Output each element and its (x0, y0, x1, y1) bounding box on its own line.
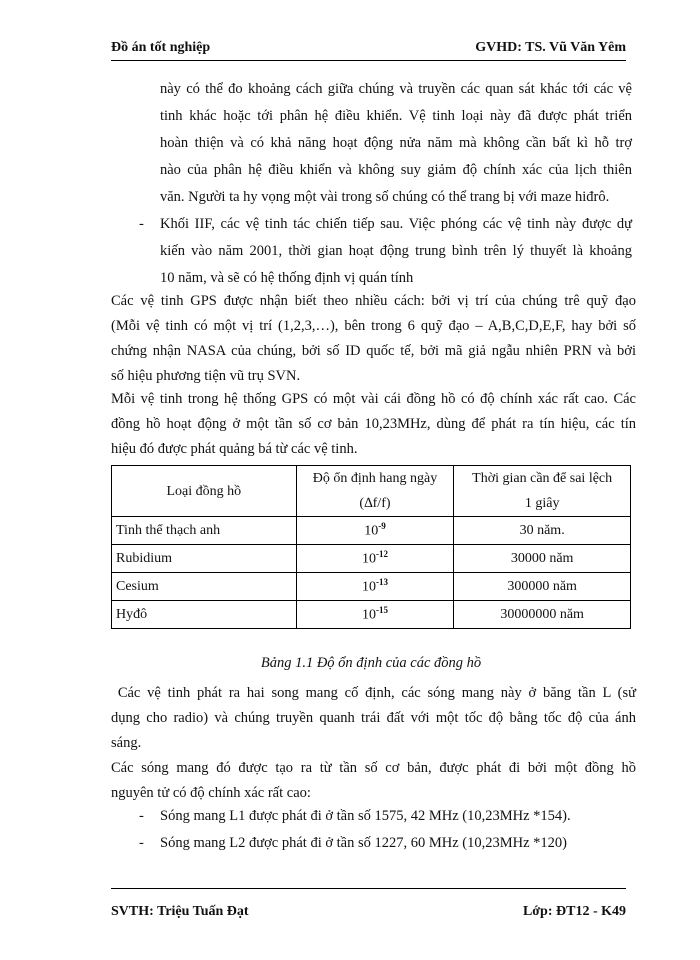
bullet-l2: Sóng mang L2 được phát đi ở tần số 1227, 60 MHz (10,23MHz *120) (160, 835, 567, 851)
text-line: Mỗi vệ tinh trong hệ thống GPS có một vài cái đồng hồ có độ chính xác rất cao. Các (111, 391, 636, 407)
cell-type: Rubidium (112, 545, 297, 573)
bullet-dash: - (139, 835, 144, 851)
text-line: hiệu đó được phát quảng bá từ các vệ tinh. (111, 441, 358, 457)
text-line: nguyên tử có độ chính xác rất cao: (111, 785, 311, 801)
text-line: này có thể đo khoảng cách giữa chúng và truyền các quan sát khác tới các vệ (160, 81, 632, 97)
table-caption: Bảng 1.1 Độ ổn định của các đồng hồ (260, 655, 482, 671)
cell-time: 300000 năm (454, 573, 631, 601)
header-left: Đồ án tốt nghiệp (111, 40, 211, 55)
col-header-type: Loại đồng hồ (112, 466, 297, 517)
cell-time: 30 năm. (454, 517, 631, 545)
header-right: GVHD: TS. Vũ Văn Yêm (475, 40, 626, 55)
text-line: tinh khác hoặc tới phân hệ điều khiển. Vệ tinh loại này đã được phát triển (160, 108, 632, 124)
text-line: 10 năm, và sẽ có hệ thống định vị quán tính (160, 270, 414, 286)
bullet-dash: - (139, 808, 144, 824)
cell-time: 30000000 năm (454, 601, 631, 629)
page-footer (111, 888, 626, 919)
cell-type: Tinh thể thạch anh (112, 517, 297, 545)
text-line: Các vệ tinh GPS được nhận biết theo nhiều cách: bởi vị trí của chúng trê quỹ đạo (111, 293, 636, 309)
cell-time: 30000 năm (454, 545, 631, 573)
clock-stability-table (111, 465, 631, 629)
text-line: sáng. (111, 735, 142, 751)
cell-type: Hyđô (112, 601, 297, 629)
bullet-dash: - (139, 216, 144, 232)
text-line: (Mỗi vệ tinh có một vị trí (1,2,3,…), bên trong 6 quỹ đạo – A,B,C,D,E,F, hay bởi số (111, 318, 636, 334)
text-line: Các vệ tinh phát ra hai song mang cố định, các sóng mang này ở băng tần L (sử (111, 685, 636, 701)
cell-stability: $10^{-13}$ (296, 573, 454, 601)
text-line: đồng hồ hoạt động ở một tần số cơ bản 10,23MHz, dùng để phát ra tín hiệu, các tín (111, 416, 636, 432)
cell-stability: $10^{-9}$ (296, 517, 454, 545)
text-line: Các sóng mang đó được tạo ra từ tần số cơ bản, được phát đi bởi một đồng hồ (111, 760, 636, 776)
table-row (112, 573, 631, 601)
cell-stability: $10^{-12}$ (296, 545, 454, 573)
page-header (111, 38, 626, 61)
text-line: nào của phân hệ điều khiển và không suy giảm độ chính xác của lịch thiên (160, 162, 632, 178)
text-line: dụng cho radio) và chúng truyền quanh trái đất với một tốc độ bằng tốc độ của ánh (111, 710, 636, 726)
text-line: số hiệu phương tiện vũ trụ SVN. (111, 368, 301, 384)
cell-type: Cesium (112, 573, 297, 601)
bullet-l1: Sóng mang L1 được phát đi ở tần số 1575, 42 MHz (10,23MHz *154). (160, 808, 571, 824)
footer-left: SVTH: Triệu Tuấn Đạt (111, 904, 249, 919)
text-line: chứng nhận NASA của chúng, bởi số ID quốc tế, bởi mã giả ngẫu nhiên PRN và bởi (111, 343, 636, 359)
table-row (112, 517, 631, 545)
text-line: hoàn thiện và có khả năng hoạt động nửa năm mà không cần bất kì hỗ trợ (160, 135, 632, 151)
text-line: kiến vào năm 2001, thời gian hoạt động trung bình trên lý thuyết là khoảng (160, 243, 632, 259)
footer-right: Lớp: ĐT12 - K49 (522, 904, 626, 919)
table-header-row (112, 466, 631, 517)
text-line: Khối IIF, các vệ tinh tác chiến tiếp sau. Việc phóng các vệ tinh này được dự (160, 216, 632, 232)
table-row (112, 601, 631, 629)
col-header-stability: Độ ổn định hang ngày (∆f/f) (296, 466, 454, 517)
table-row (112, 545, 631, 573)
text-line: văn. Người ta hy vọng một vài trong số chúng có thể trang bị với maze hiđrô. (160, 189, 610, 205)
cell-stability: $10^{-15}$ (296, 601, 454, 629)
col-header-drift-time: Thời gian cần để sai lệch 1 giây (454, 466, 631, 517)
